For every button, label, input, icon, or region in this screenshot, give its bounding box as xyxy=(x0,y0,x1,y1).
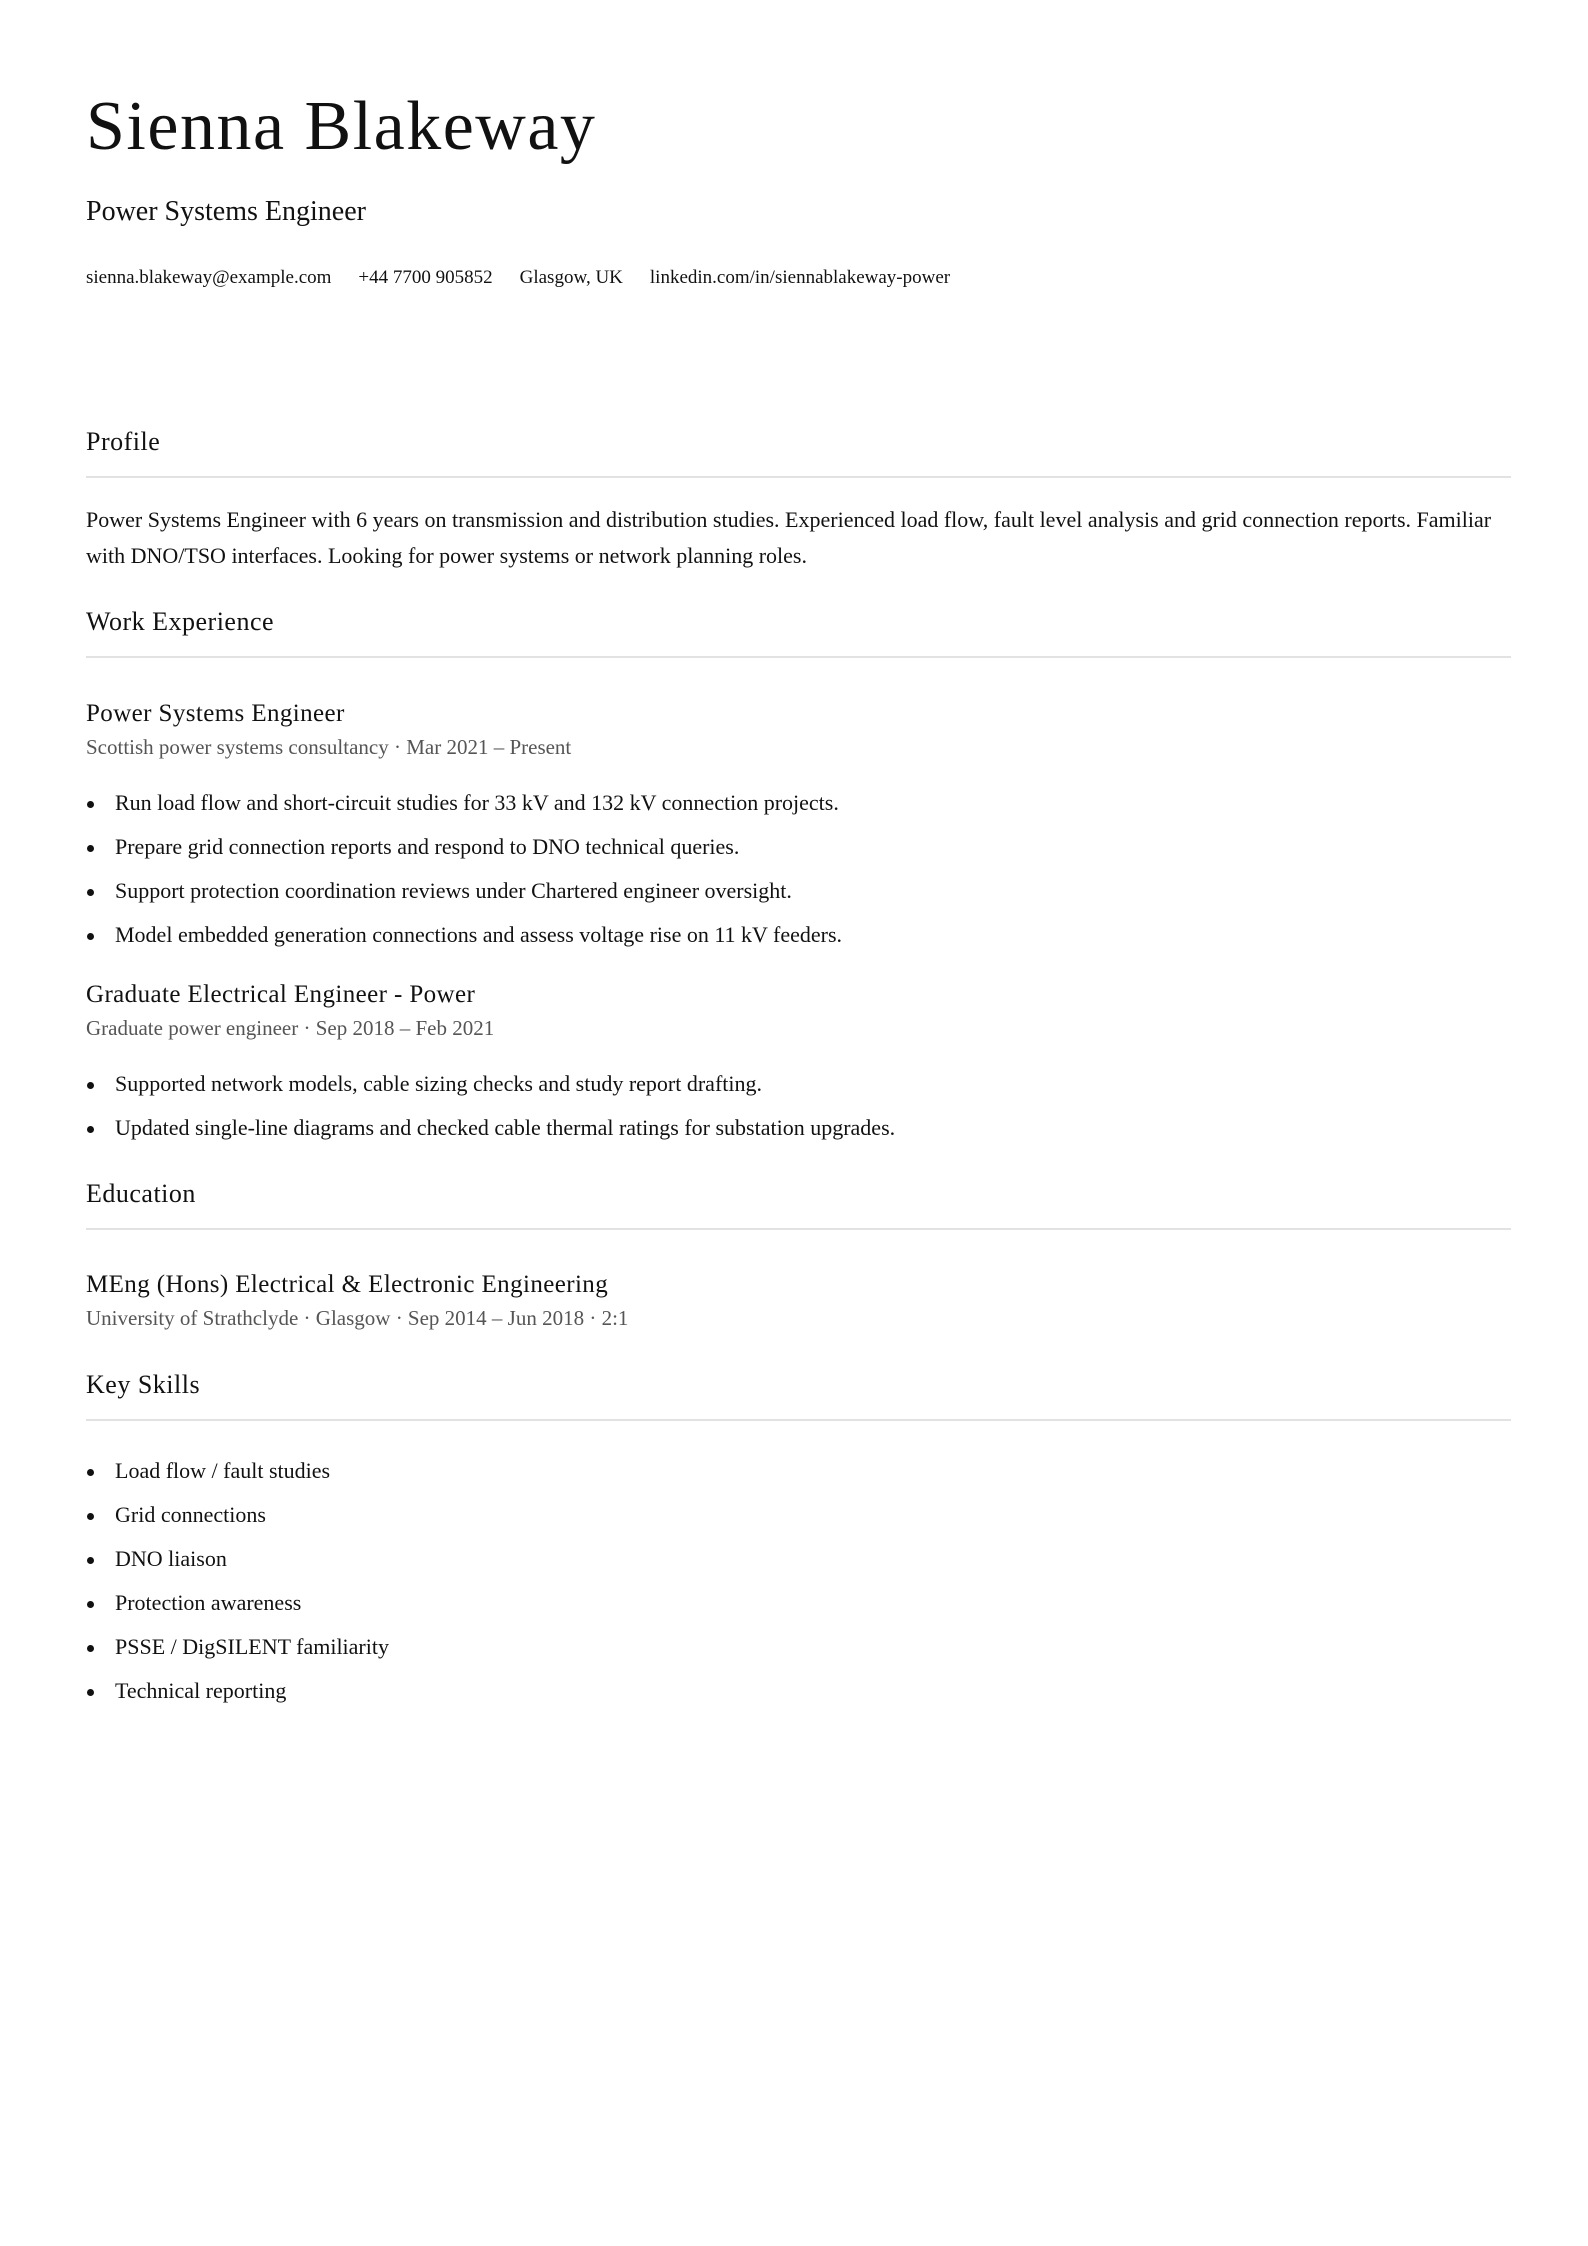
skill-item: DNO liaison xyxy=(86,1548,389,1592)
contact-line xyxy=(86,268,977,287)
job-bullets xyxy=(86,1073,895,1161)
candidate-title: Power Systems Engineer xyxy=(86,196,366,227)
job-meta: Scottish power systems consultancy · Mar 2021 – Present xyxy=(86,735,572,759)
skill-item: PSSE / DigSILENT familiarity xyxy=(86,1636,389,1680)
list-item: Support protection coordination reviews under Chartered engineer oversight. xyxy=(86,880,842,924)
profile-summary: Power Systems Engineer with 6 years on transmission and distribution studies. Experienced load flow, fault level analysis and grid connection reports. Familiar with DNO/TSO interfaces. Looking for power systems or network planning roles. xyxy=(86,507,1492,568)
skills-divider xyxy=(86,1419,1511,1421)
profile-divider xyxy=(86,476,1511,478)
education-heading: Education xyxy=(86,1179,196,1208)
skills-heading: Key Skills xyxy=(86,1370,201,1399)
skills-list xyxy=(86,1460,389,1724)
job-title: Power Systems Engineer xyxy=(86,700,345,727)
list-item: Model embedded generation connections and assess voltage rise on 11 kV feeders. xyxy=(86,924,842,968)
education-divider xyxy=(86,1228,1511,1230)
job-title: Graduate Electrical Engineer - Power xyxy=(86,981,476,1008)
skill-item: Technical reporting xyxy=(86,1680,389,1724)
candidate-name: Sienna Blakeway xyxy=(86,88,597,165)
job-meta: Graduate power engineer · Sep 2018 – Feb 2021 xyxy=(86,1016,495,1040)
education-meta: University of Strathclyde · Glasgow · Sep 2014 – Jun 2018 · 2:1 xyxy=(86,1306,629,1330)
profile-heading: Profile xyxy=(86,427,161,456)
list-item: Prepare grid connection reports and respond to DNO technical queries. xyxy=(86,836,842,880)
skill-item: Grid connections xyxy=(86,1504,389,1548)
list-item: Run load flow and short-circuit studies for 33 kV and 132 kV connection projects. xyxy=(86,792,842,836)
education-degree: MEng (Hons) Electrical & Electronic Engineering xyxy=(86,1271,609,1298)
contact-linkedin[interactable]: linkedin.com/in/siennablakeway-power xyxy=(649,267,951,288)
contact-phone[interactable]: +44 7700 905852 xyxy=(358,267,493,288)
skill-item: Load flow / fault studies xyxy=(86,1460,389,1504)
skill-item: Protection awareness xyxy=(86,1592,389,1636)
list-item: Supported network models, cable sizing checks and study report drafting. xyxy=(86,1073,895,1117)
job-bullets xyxy=(86,792,842,968)
contact-email[interactable]: sienna.blakeway@example.com xyxy=(86,267,332,288)
contact-location: Glasgow, UK xyxy=(519,267,623,288)
experience-divider xyxy=(86,656,1511,658)
list-item: Updated single-line diagrams and checked cable thermal ratings for substation upgrades. xyxy=(86,1117,895,1161)
experience-heading: Work Experience xyxy=(86,607,275,636)
